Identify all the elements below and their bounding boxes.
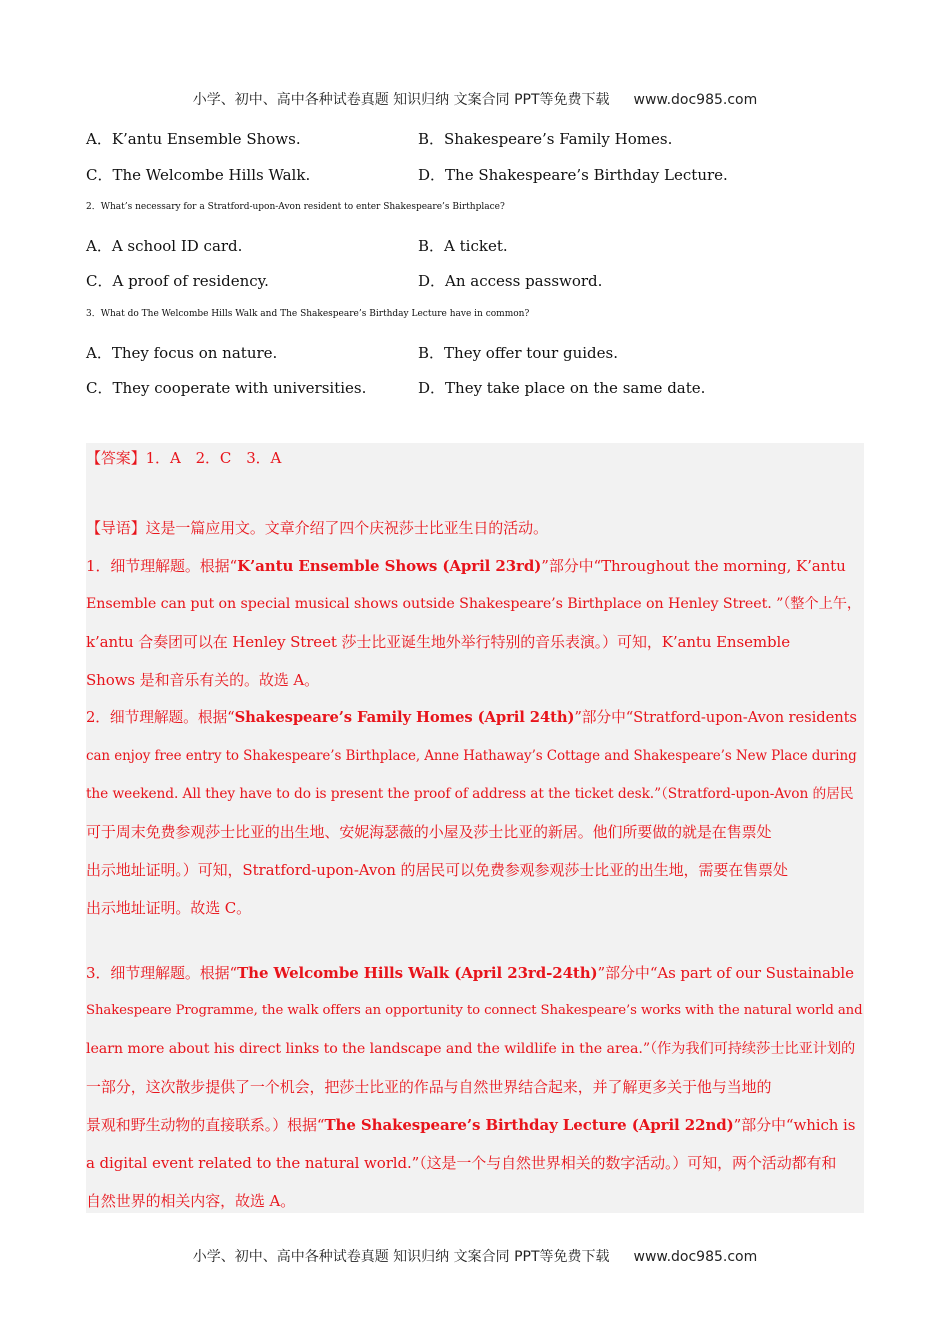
q2-options-row-1 (86, 235, 866, 271)
explanation-3-line-4: 一部分，这次散步提供了一个机会，把莎士比亚的作品与自然世界结合起来，并了解更多关于他与当地的 (86, 1078, 772, 1096)
explanation-1-line-1: 1．细节理解题。根据“K’antu Ensemble Shows (April 23rd)”部分中“Throughout the morning, K’antu (86, 557, 846, 575)
explanation-2-line-2: can enjoy free entry to Shakespeare’s Birthplace, Anne Hathaway’s Cottage and Shakespeare’s New Place during (86, 748, 857, 764)
explanation-body (86, 509, 864, 927)
q2-options-row-2 (86, 270, 866, 306)
footer-text: 小学、初中、高中各种试卷真题 知识归纳 文案合同 PPT等免费下载 (192, 1249, 610, 1265)
page-header (0, 89, 950, 109)
explanation-2-line-3: the weekend. All they have to do is present the proof of address at the ticket desk.”（Stratford-upon-Avon 的居民 (86, 786, 854, 802)
q2-option-c: C．A proof of residency. (86, 272, 269, 291)
guide-text: 【导语】这是一篇应用文。文章介绍了四个庆祝莎士比亚生日的活动。 (86, 519, 548, 537)
q2-option-b: B．A ticket. (418, 236, 508, 255)
q1-options-row-1 (86, 128, 866, 164)
explanation-3-line-6: a digital event related to the natural world.”（这是一个与自然世界相关的数字活动。）可知，两个活动都有和 (86, 1154, 837, 1172)
q3-option-a: A．They focus on nature. (86, 343, 278, 362)
explanation-1-line-4: Shows 是和音乐有关的。故选 A。 (86, 671, 319, 689)
q1-options-row-2 (86, 164, 866, 200)
header-url[interactable]: www.doc985.com (633, 92, 758, 108)
explanation-3-line-7: 自然世界的相关内容，故选 A。 (86, 1192, 296, 1210)
explanation-3-line-3: learn more about his direct links to the landscape and the wildlife in the area.”（作为我们可持续莎士比亚计划的 (86, 1041, 856, 1057)
q3-options-row-2 (86, 377, 866, 413)
q3-option-b: B．They offer tour guides. (418, 343, 618, 362)
q1-option-d: D．The Shakespeare’s Birthday Lecture. (418, 165, 728, 184)
explanation-2-line-4: 可于周末免费参观莎士比亚的出生地、安妮海瑟薇的小屋及莎士比亚的新居。他们所要做的就是在售票处 (86, 823, 772, 841)
q3-stem: 3．What do The Welcombe Hills Walk and The Shakespeare’s Birthday Lecture have in common? (86, 308, 530, 319)
page-footer (0, 1246, 950, 1266)
explanation-3-line-5: 景观和野生动物的直接联系。）根据“The Shakespeare’s Birthday Lecture (April 22nd)”部分中“which is (86, 1116, 856, 1134)
q1-option-c: C．The Welcombe Hills Walk. (86, 165, 311, 184)
footer-url[interactable]: www.doc985.com (633, 1249, 758, 1265)
q2-stem: 2．What’s necessary for a Stratford-upon-Avon resident to enter Shakespeare’s Birthplace? (86, 202, 505, 213)
header-text: 小学、初中、高中各种试卷真题 知识归纳 文案合同 PPT等免费下载 (192, 92, 610, 108)
q3-options-row-1 (86, 342, 866, 378)
explanation-3 (86, 954, 864, 1220)
explanation-3-line-1: 3．细节理解题。根据“The Welcombe Hills Walk (April 23rd-24th)”部分中“As part of our Sustainable (86, 964, 854, 982)
explanation-2-line-6: 出示地址证明。故选 C。 (86, 899, 252, 917)
explanation-2-line-1: 2．细节理解题。根据“Shakespeare’s Family Homes (April 24th)”部分中“Stratford-upon-Avon residents (86, 709, 857, 726)
q3-option-d: D．They take place on the same date. (418, 379, 706, 398)
q2-option-d: D．An access password. (418, 272, 603, 291)
question-area (86, 128, 866, 413)
q3-option-c: C．They cooperate with universities. (86, 379, 367, 398)
explanation-3-line-2: Shakespeare Programme, the walk offers an opportunity to connect Shakespeare’s works with the natural world and (86, 1003, 863, 1018)
explanation-1-line-3: k’antu 合奏团可以在 Henley Street 莎士比亚诞生地外举行特别的音乐表演。）可知，K’antu Ensemble (86, 633, 790, 651)
q2-option-a: A．A school ID card. (86, 236, 243, 255)
answer-key: 【答案】1．A 2．C 3．A (86, 449, 282, 467)
explanation-2-line-5: 出示地址证明。）可知，Stratford-upon-Avon 的居民可以免费参观参观莎士比亚的出生地，需要在售票处 (86, 861, 788, 879)
q1-option-b: B．Shakespeare’s Family Homes. (418, 130, 673, 148)
answer-explanation-box (86, 443, 864, 1213)
explanation-1-line-2: Ensemble can put on special musical shows outside Shakespeare’s Birthplace on Henley Street. ”（整个上午， (86, 596, 862, 612)
q1-option-a: A．K’antu Ensemble Shows. (86, 130, 301, 148)
